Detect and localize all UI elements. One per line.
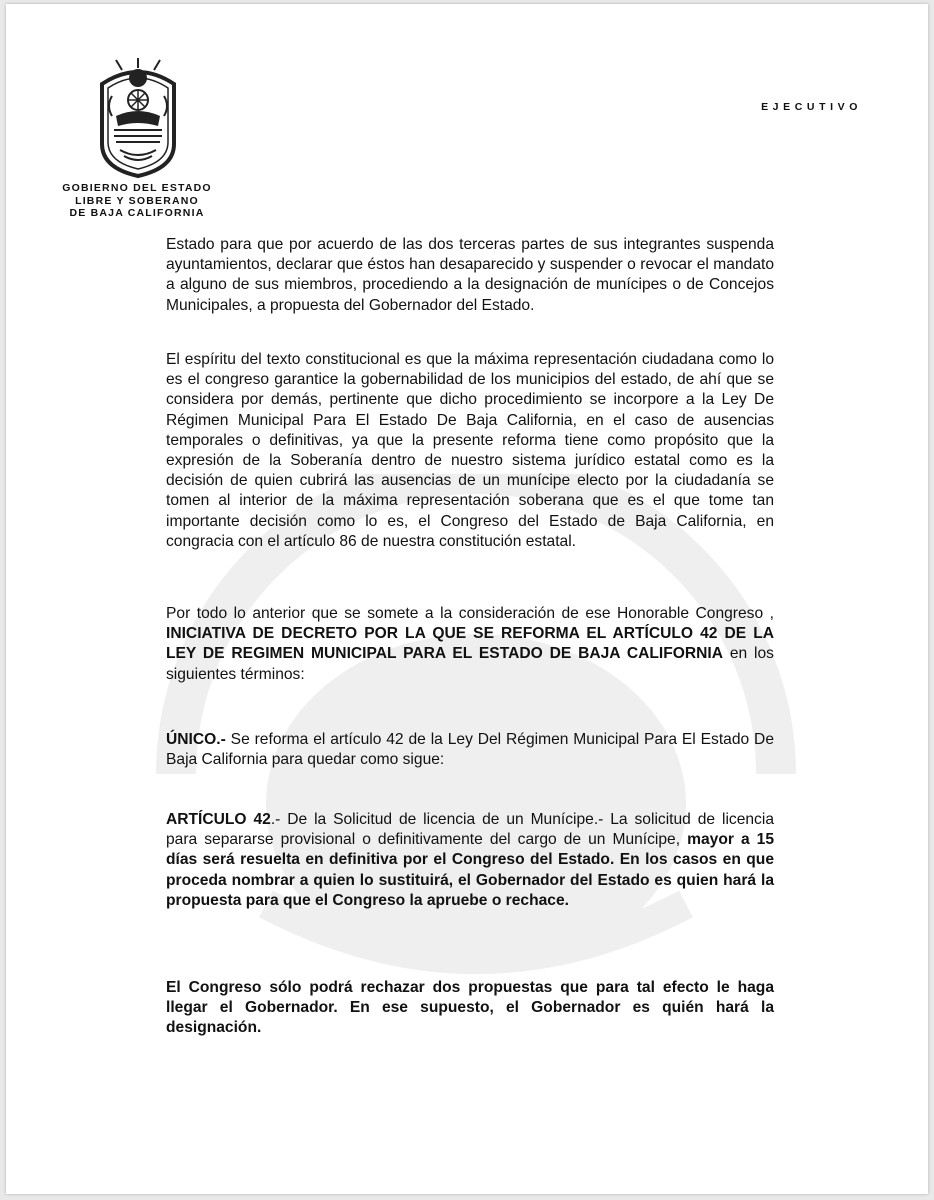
articulo-bold-text: mayor a 15 días será resuelta en definitiva por el Congreso del Estado. En los casos en que proceda nombrar a quien lo sustituirá, el Gobernador del Estado es quien hará la propuesta para que el Congreso la apruebe o rechace. (166, 831, 774, 909)
department-label: EJECUTIVO (761, 101, 862, 113)
articulo-text: .- De la Solicitud de licencia de un Munícipe.- La solicitud de licencia para separarse provisional o definitivamente del cargo de un Munícipe, (166, 811, 774, 849)
paragraph-rejection-rule: El Congreso sólo podrá rechazar dos propuestas que para tal efecto le haga llegar el Gobernador. En ese supuesto, el Gobernador es quién hará la designación. (166, 979, 774, 1037)
document-page (6, 4, 928, 1194)
initiative-intro-text: Por todo lo anterior que se somete a la consideración de ese Honorable Congreso , (166, 605, 774, 622)
paragraph-articulo-42 (166, 810, 774, 911)
unico-label: ÚNICO.- (166, 731, 226, 748)
articulo-label: ARTÍCULO 42 (166, 811, 271, 828)
unico-text: Se reforma el artículo 42 de la Ley Del Régimen Municipal Para El Estado De Baja California para quedar como sigue: (166, 731, 774, 769)
government-line: GOBIERNO DEL ESTADO (62, 182, 212, 194)
initiative-terms-text: en los siguientes términos: (166, 645, 774, 683)
government-line: DE BAJA CALIFORNIA (69, 207, 205, 219)
paragraph-constitutional-spirit: El espíritu del texto constitucional es que la máxima representación ciudadana como lo es el congreso garantice la gobernabilidad de los municipios del estado, de ahí que se considera por demás, pertinente que dicho procedimiento se incorpore a la Ley De Régimen Municipal Para El Estado De Baja California, en el caso de ausencias temporales o definitivas, ya que la presente reforma tiene como propósito que la expresión de la Soberanía dentro de nuestro sistema jurídico estatal como es la decisión de quien cubrirá las ausencias de un munícipe electo por la ciudadanía se tomen al interior de la máxima representación soberana que es el que tome tan importante decisión como lo es, el Congreso del Estado de Baja California, en congracia con el artículo 86 de nuestra constitución estatal. (166, 351, 774, 550)
paragraph-initiative (166, 604, 774, 685)
government-header (62, 182, 212, 220)
paragraph-unico (166, 730, 774, 770)
initiative-title: INICIATIVA DE DECRETO POR LA QUE SE REFORMA EL ARTÍCULO 42 DE LA LEY DE REGIMEN MUNICIPAL PARA EL ESTADO DE BAJA CALIFORNIA (166, 625, 774, 663)
baja-california-coat-of-arms-icon (92, 56, 184, 180)
paragraph-intro: Estado para que por acuerdo de las dos terceras partes de sus integrantes suspenda ayuntamientos, declarar que éstos han desaparecido y suspender o revocar el mandato a alguno de sus miembros, procediendo a la designación de munícipes o de Concejos Municipales, a propuesta del Gobernador del Estado. (166, 236, 774, 314)
government-line: LIBRE Y SOBERANO (75, 194, 199, 207)
